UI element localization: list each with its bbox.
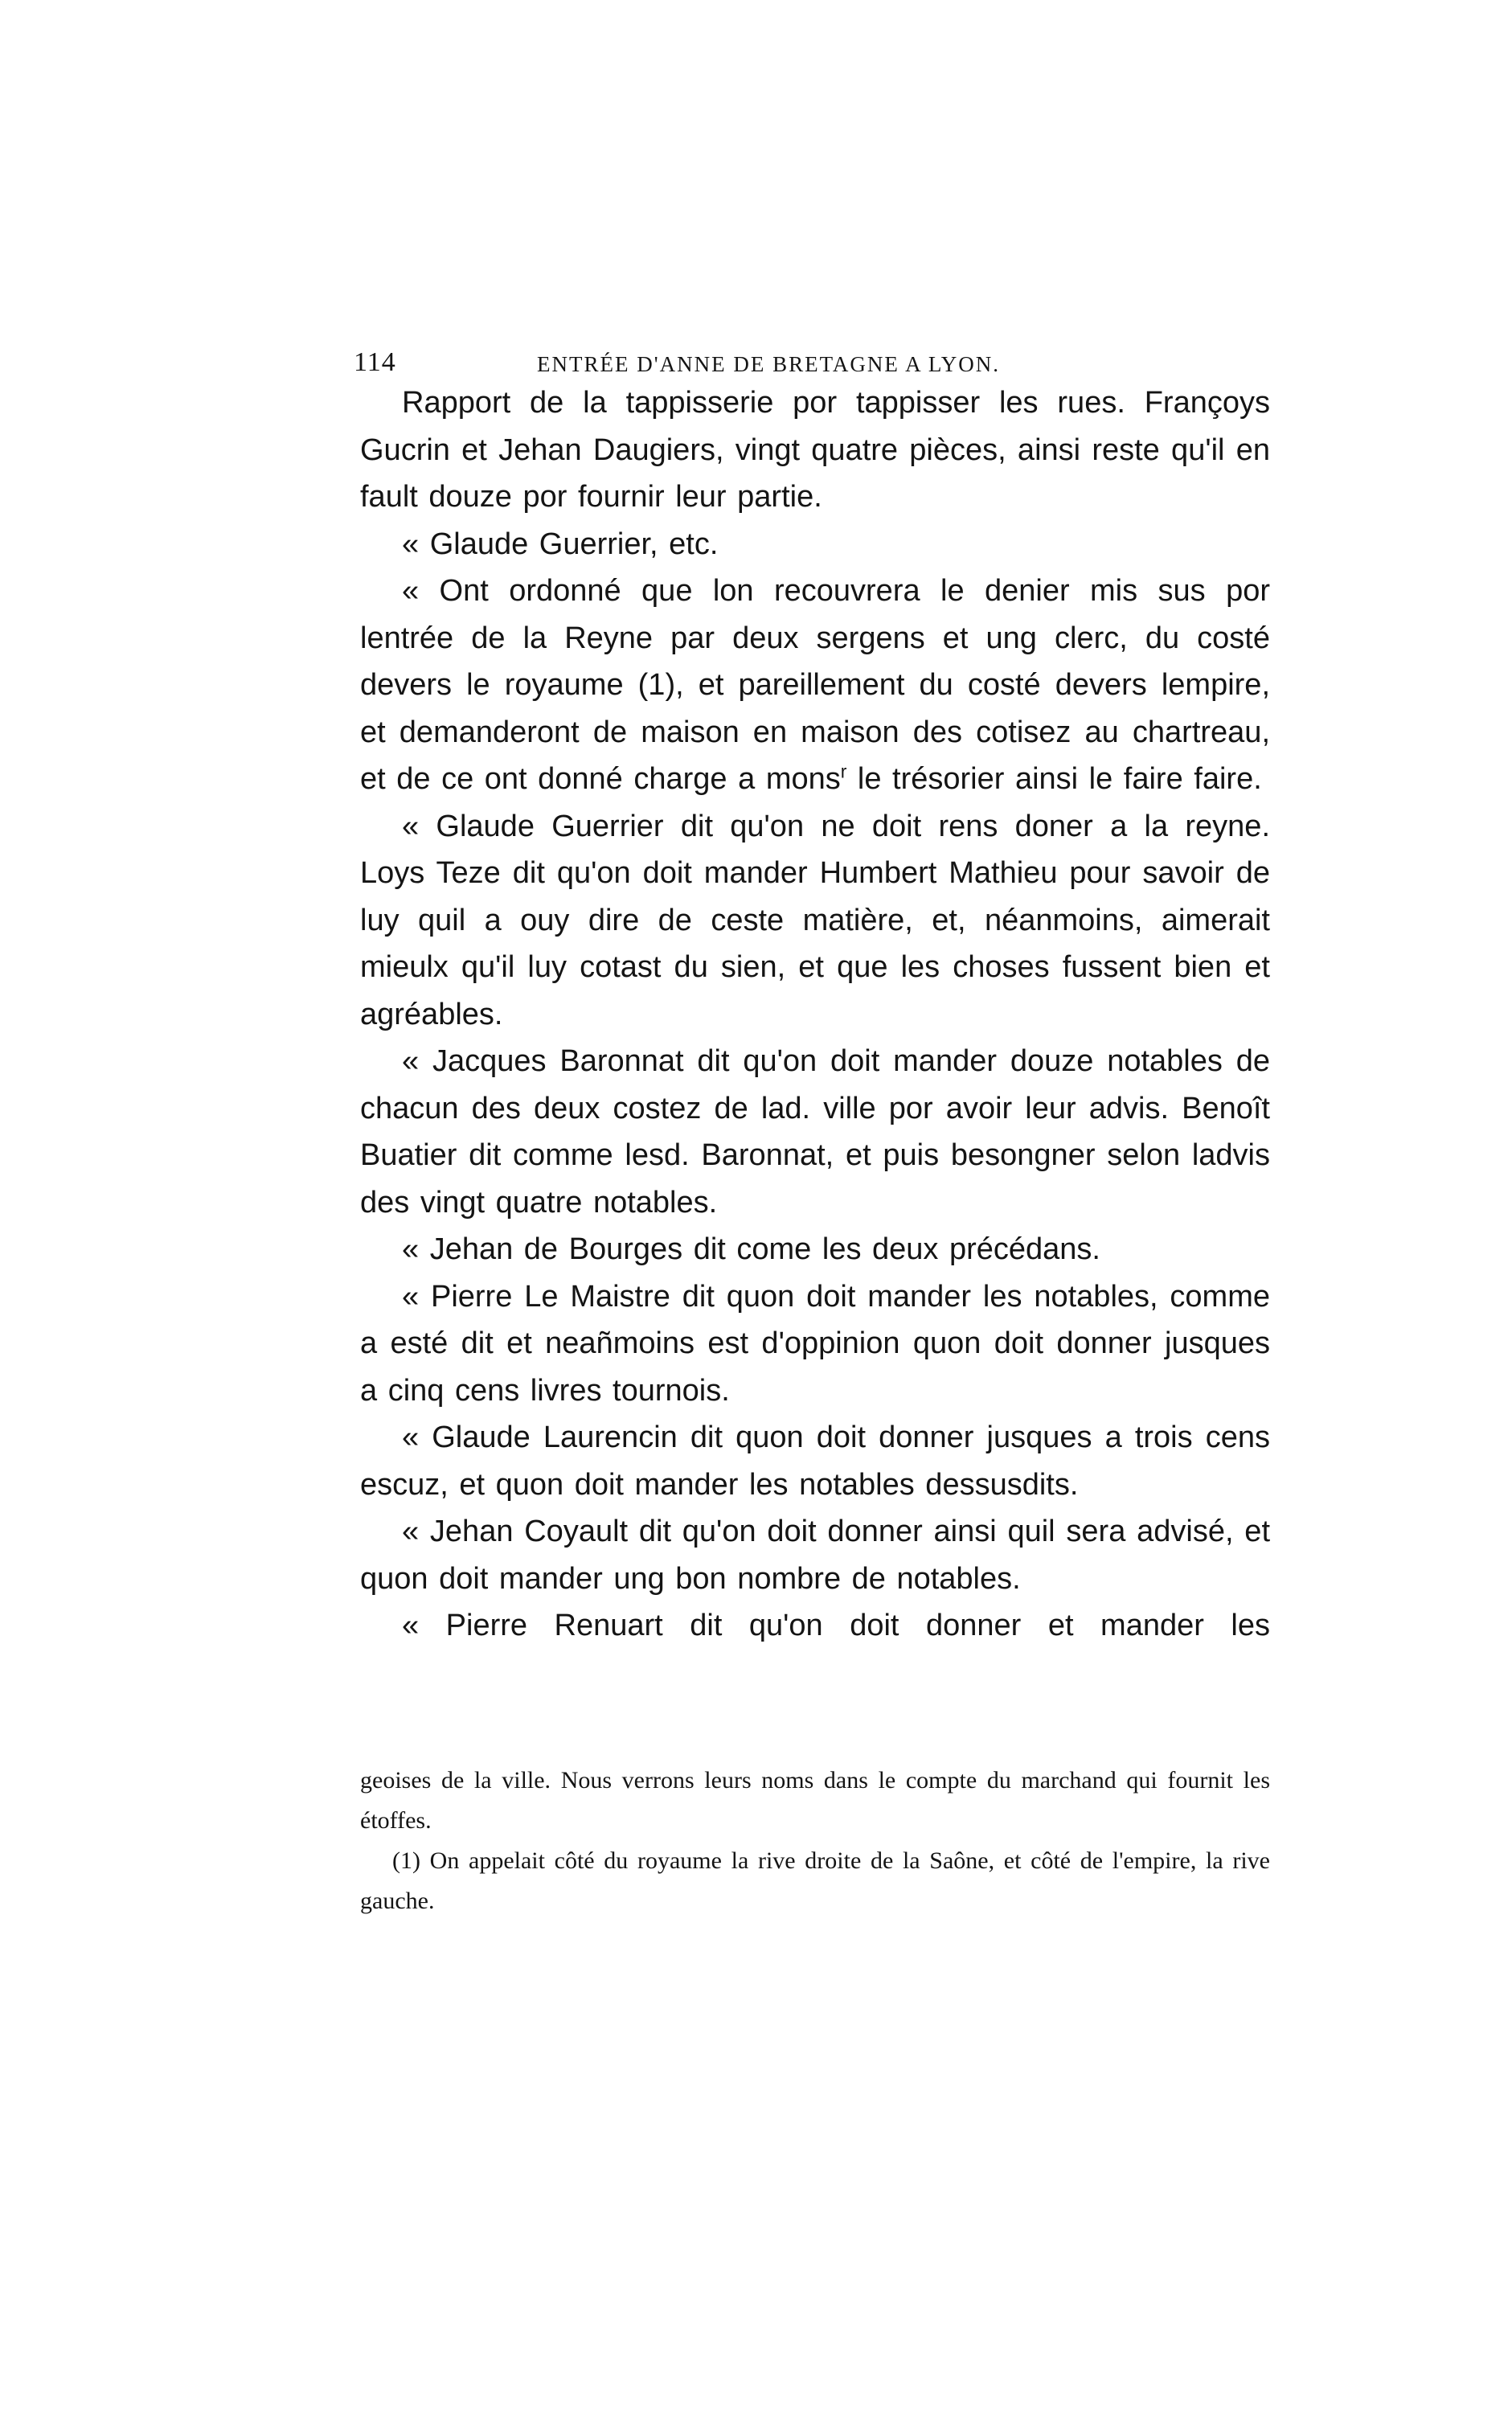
paragraph-pierre-le-maistre: « Pierre Le Maistre dit quon doit mander les notables, comme a esté dit et neañmoins est d'oppinion quon doit donner jusques a cinq cens livres tournois. xyxy=(360,1279,1270,1408)
body-text xyxy=(360,379,1270,1650)
paragraph-glaude-guerrier-opinion: « Glaude Guerrier dit qu'on ne doit rens doner a la reyne. Loys Teze dit qu'on doit mander Humbert Mathieu pour savoir de luy quil a ouy dire de ceste matière, et, néanmoins, aimerait mieulx qu'il luy cotast du sien, et que les choses fussent bien et agréables. xyxy=(360,809,1270,1031)
footnote-1: (1) On appelait côté du royaume la rive droite de la Saône, et côté de l'empire, la rive gauche. xyxy=(360,1847,1270,1914)
superscript-r: r xyxy=(840,760,847,782)
ordinance-text-start: « Ont ordonné que lon recouvrera le denier mis sus por lentrée de la Reyne par deux sergens et ung clerc, du costé devers le royaume (1), et pareillement du costé devers lempire, et demanderont de maison en maison des cotisez au chartreau, et de ce ont donné charge a mons xyxy=(360,574,1270,796)
paragraph-tapestry-report: Rapport de la tappisserie por tappisser les rues. Françoys Gucrin et Jehan Daugiers, vingt quatre pièces, ainsi reste qu'il en fault douze por fournir leur partie. xyxy=(360,386,1270,514)
paragraph-ordinance xyxy=(360,568,1270,803)
ordinance-text-end: le trésorier ainsi le faire faire. xyxy=(846,762,1262,796)
running-title: ENTRÉE D'ANNE DE BRETAGNE A LYON. xyxy=(537,352,1000,376)
paragraph-jehan-coyault: « Jehan Coyault dit qu'on doit donner ainsi quil sera advisé, et quon doit mander ung bon nombre de notables. xyxy=(360,1515,1270,1596)
paragraph-jacques-baronnat: « Jacques Baronnat dit qu'on doit mander douze notables de chacun des deux costez de lad. ville por avoir leur advis. Benoît Buatier dit comme lesd. Baronnat, et puis besongner selon ladvis des vingt quatre notables. xyxy=(360,1044,1270,1220)
paragraph-pierre-renuart: « Pierre Renuart dit qu'on doit donner et mander les xyxy=(402,1609,1270,1642)
paragraph-glaude-laurencin: « Glaude Laurencin dit quon doit donner jusques a trois cens escuz, et quon doit mander les notables dessusdits. xyxy=(360,1421,1270,1502)
page-number: 114 xyxy=(354,347,396,377)
page-header xyxy=(354,338,1270,386)
paragraph-jehan-de-bourges: « Jehan de Bourges dit come les deux précédans. xyxy=(402,1232,1100,1266)
footnote-continuation: geoises de la ville. Nous verrons leurs noms dans le compte du marchand qui fournit les étoffes. xyxy=(360,1767,1270,1834)
footnotes xyxy=(360,1761,1270,1921)
paragraph-glaude-guerrier-etc: « Glaude Guerrier, etc. xyxy=(402,527,719,561)
